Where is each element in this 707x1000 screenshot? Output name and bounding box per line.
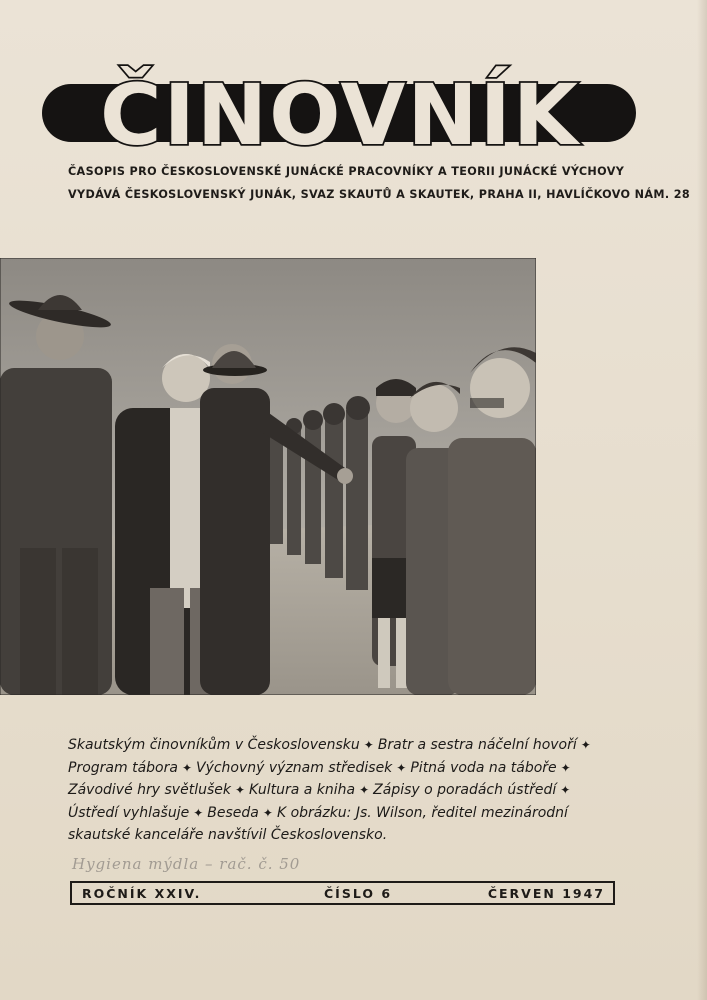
separator-glyph: ✦ [560, 760, 571, 775]
separator-glyph: ✦ [560, 783, 571, 797]
contents-item: Výchovný význam středisek [196, 759, 393, 776]
contents-item: Závodivé hry světlušek [68, 782, 231, 798]
contents-item: Beseda [207, 804, 259, 821]
separator-glyph: ✦ [262, 805, 273, 820]
separator-glyph: ✦ [359, 783, 370, 797]
separator-glyph: ✦ [363, 738, 374, 752]
separator-glyph: ✦ [396, 760, 407, 775]
contents-item: Bratr a sestra náčelní hovoří [377, 737, 577, 753]
contents-item: Ústředí vyhlašuje [68, 804, 190, 821]
issue-year: ROČNÍK XXIV. [82, 886, 202, 901]
contents-item: Skautským činovníkům v Československu [68, 737, 360, 753]
contents-line-1 [68, 734, 628, 757]
contents-item: Zápisy o poradách ústředí [373, 782, 557, 798]
masthead-subtitle-1: ČASOPIS PRO ČESKOSLOVENSKÉ JUNÁCKÉ PRACOVNÍKY A TEORII JUNÁCKÉ VÝCHOVY [68, 165, 625, 178]
contents-line-2 [68, 757, 628, 780]
separator-glyph: ✦ [580, 738, 591, 752]
masthead-logo [40, 52, 640, 162]
contents-item: skautské kanceláře navštívil Československo. [68, 827, 388, 843]
contents-item: Kultura a kniha [249, 782, 356, 798]
separator-glyph: ✦ [193, 805, 204, 820]
separator-glyph: ✦ [234, 783, 246, 797]
masthead-title: ČINOVNÍK [99, 66, 581, 162]
separator-glyph: ✦ [181, 760, 192, 775]
contents-line-3 [68, 779, 628, 802]
cover-photo [0, 258, 536, 695]
issue-info-box [70, 881, 615, 905]
contents-item: K obrázku: Js. Wilson, ředitel mezinárodní [276, 804, 568, 821]
cover-photo-image [0, 258, 536, 695]
masthead-subtitle-2: VYDÁVÁ ČESKOSLOVENSKÝ JUNÁK, SVAZ SKAUTŮ A SKAUTEK, PRAHA II, HAVLÍČKOVO NÁM. 28 [68, 188, 690, 201]
issue-number: ČÍSLO 6 [324, 886, 393, 901]
page-edge-shadow [697, 0, 707, 1000]
handwritten-note: Hygiena mýdla – rač. č. 50 [72, 855, 301, 873]
contents-item: Pitná voda na táboře [410, 759, 557, 776]
contents-line-5 [68, 824, 628, 847]
contents-line-4 [68, 802, 628, 825]
table-of-contents [68, 734, 628, 847]
masthead [40, 52, 640, 162]
contents-item: Program tábora [68, 759, 178, 776]
issue-date: ČERVEN 1947 [487, 886, 605, 901]
